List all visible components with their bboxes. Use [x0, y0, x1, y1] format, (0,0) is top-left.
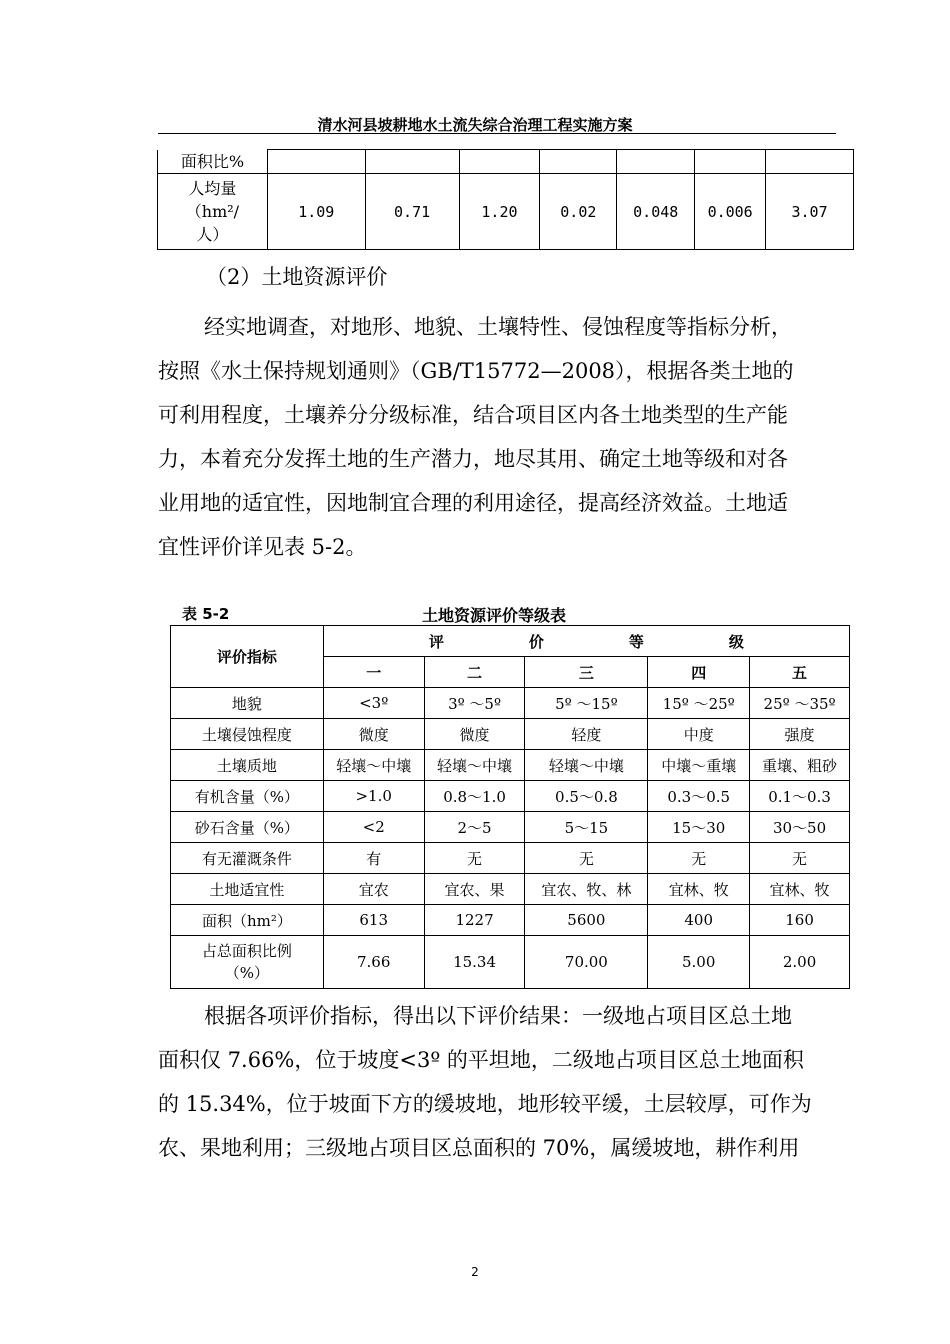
grade-header-char: 级 — [728, 632, 744, 651]
table-cell: 5º ～15º — [525, 688, 648, 719]
table-cell: 400 — [648, 905, 750, 936]
table-cell — [267, 150, 365, 174]
table-cell: 0.3～0.5 — [648, 781, 750, 812]
table-cell: 1227 — [424, 905, 525, 936]
page-header-title: 清水河县坡耕地水土流失综合治理工程实施方案 — [317, 116, 633, 134]
row-label: 有机含量（%） — [171, 781, 324, 812]
row-label: 面积比% — [158, 150, 268, 174]
table-cell: 宜林、牧 — [648, 874, 750, 905]
grade-header — [323, 626, 849, 657]
header-rule — [158, 133, 836, 134]
paragraph-1 — [158, 305, 848, 569]
row-label — [171, 936, 324, 989]
row-label: 土地适宜性 — [171, 874, 324, 905]
paragraph-line: 农、果地利用；三级地占项目区总面积的 70%，属缓坡地，耕作利用 — [158, 1136, 800, 1160]
paragraph-line: 经实地调查，对地形、地貌、土壤特性、侵蚀程度等指标分析， — [204, 315, 792, 339]
table-row — [171, 750, 850, 781]
table-cell: 613 — [323, 905, 424, 936]
table-cell — [617, 150, 695, 174]
table-cell: 0.5～0.8 — [525, 781, 648, 812]
grade-label: 五 — [750, 657, 850, 688]
paragraph-line: 可利用程度，土壤养分分级标准，结合项目区内各土地类型的生产能 — [158, 403, 788, 427]
table-cell — [540, 150, 617, 174]
indicator-header: 评价指标 — [171, 626, 324, 688]
table-cell: 0.048 — [617, 174, 695, 250]
table-cell: 0.1～0.3 — [750, 781, 850, 812]
table-cell: 无 — [750, 843, 850, 874]
table-cell: 15～30 — [648, 812, 750, 843]
row-label: 面积（hm²） — [171, 905, 324, 936]
table-cell: 15º ～25º — [648, 688, 750, 719]
table-cell: 0.02 — [540, 174, 617, 250]
table-cell — [459, 150, 540, 174]
table-row — [171, 905, 850, 936]
paragraph-line: 的 15.34%，位于坡面下方的缓坡地，地形较平缓，土层较厚，可作为 — [158, 1092, 812, 1116]
table-cell: 5.00 — [648, 936, 750, 989]
table-cell: 无 — [424, 843, 525, 874]
table-cell: 宜农、果 — [424, 874, 525, 905]
paragraph-line: 力，本着充分发挥土地的生产潜力，地尽其用、确定土地等级和对各 — [158, 447, 788, 471]
table-cell: 70.00 — [525, 936, 648, 989]
table-row — [171, 843, 850, 874]
table-row — [171, 936, 850, 989]
grade-label: 二 — [424, 657, 525, 688]
table-cell: 强度 — [750, 719, 850, 750]
row-label: 砂石含量（%） — [171, 812, 324, 843]
table-cell: 1.09 — [267, 174, 365, 250]
table-cell — [365, 150, 459, 174]
table-cell: 宜农、牧、林 — [525, 874, 648, 905]
label-line: 人） — [196, 225, 229, 244]
row-label: 土壤质地 — [171, 750, 324, 781]
table-cell: 2～5 — [424, 812, 525, 843]
table-cell: 宜农 — [323, 874, 424, 905]
table-cell: 无 — [648, 843, 750, 874]
table-cell: 5～15 — [525, 812, 648, 843]
land-evaluation-table — [170, 625, 850, 989]
table-cell: >1.0 — [323, 781, 424, 812]
table-cell: 中度 — [648, 719, 750, 750]
table-cell: 轻壤～中壤 — [424, 750, 525, 781]
table-cell: 无 — [525, 843, 648, 874]
row-label: 土壤侵蚀程度 — [171, 719, 324, 750]
table-row — [171, 719, 850, 750]
table-caption-title: 土地资源评价等级表 — [422, 606, 567, 625]
label-line: 人均量 — [188, 179, 237, 198]
table-cell: 3º ～5º — [424, 688, 525, 719]
table-cell: 0.006 — [695, 174, 766, 250]
table-cell: 7.66 — [323, 936, 424, 989]
table-row — [158, 150, 854, 174]
table-cell: 5600 — [525, 905, 648, 936]
paragraph-line: 根据各项评价指标，得出以下评价结果：一级地占项目区总土地 — [204, 1004, 792, 1028]
table-cell: 1.20 — [459, 174, 540, 250]
grade-header-char: 价 — [528, 632, 544, 651]
grade-label: 一 — [323, 657, 424, 688]
paragraph-line: 宜性评价详见表 5-2。 — [158, 535, 367, 559]
table-cell: 中壤～重壤 — [648, 750, 750, 781]
row-label: 地貌 — [171, 688, 324, 719]
page-number: 2 — [471, 1265, 479, 1279]
table-cell — [766, 150, 854, 174]
grade-header-char: 等 — [628, 632, 644, 651]
table-cell: 轻壤～中壤 — [525, 750, 648, 781]
paragraph-2 — [158, 994, 848, 1170]
table-row — [171, 874, 850, 905]
table-row — [171, 781, 850, 812]
table-cell: 微度 — [424, 719, 525, 750]
table-row — [171, 812, 850, 843]
row-label — [158, 174, 268, 250]
label-line: （%） — [224, 964, 270, 982]
table-row — [158, 174, 854, 250]
row-label: 有无灌溉条件 — [171, 843, 324, 874]
grade-label: 四 — [648, 657, 750, 688]
paragraph-line: 按照《水土保持规划通则》（GB/T15772—2008），根据各类土地的 — [158, 359, 794, 383]
table-cell: 有 — [323, 843, 424, 874]
table-cell: 轻度 — [525, 719, 648, 750]
table-cell: <2 — [323, 812, 424, 843]
grade-header-char: 评 — [428, 632, 444, 651]
table-cell: 30～50 — [750, 812, 850, 843]
table-cell: 15.34 — [424, 936, 525, 989]
table-cell: <3º — [323, 688, 424, 719]
table-header-row — [171, 626, 850, 657]
table-cell: 轻壤～中壤 — [323, 750, 424, 781]
paragraph-line: 面积仅 7.66%，位于坡度<3º 的平坦地，二级地占项目区总土地面积 — [158, 1048, 804, 1072]
table-cell — [695, 150, 766, 174]
table-cell: 160 — [750, 905, 850, 936]
table-cell: 宜林、牧 — [750, 874, 850, 905]
table-cell: 3.07 — [766, 174, 854, 250]
grade-label: 三 — [525, 657, 648, 688]
table-row — [171, 688, 850, 719]
table-cell: 25º ～35º — [750, 688, 850, 719]
table-cell: 0.71 — [365, 174, 459, 250]
label-line: 占总面积比例 — [201, 942, 292, 960]
table-cell: 微度 — [323, 719, 424, 750]
table-cell: 2.00 — [750, 936, 850, 989]
section-heading: （2）土地资源评价 — [206, 265, 388, 289]
table-caption-number: 表 5-2 — [182, 605, 230, 623]
paragraph-line: 业用地的适宜性，因地制宜合理的利用途径，提高经济效益。土地适 — [158, 491, 788, 515]
label-line: （hm²/ — [185, 202, 240, 221]
table-cell: 0.8～1.0 — [424, 781, 525, 812]
table-cell: 重壤、粗砂 — [750, 750, 850, 781]
land-use-table-continuation — [157, 149, 854, 250]
